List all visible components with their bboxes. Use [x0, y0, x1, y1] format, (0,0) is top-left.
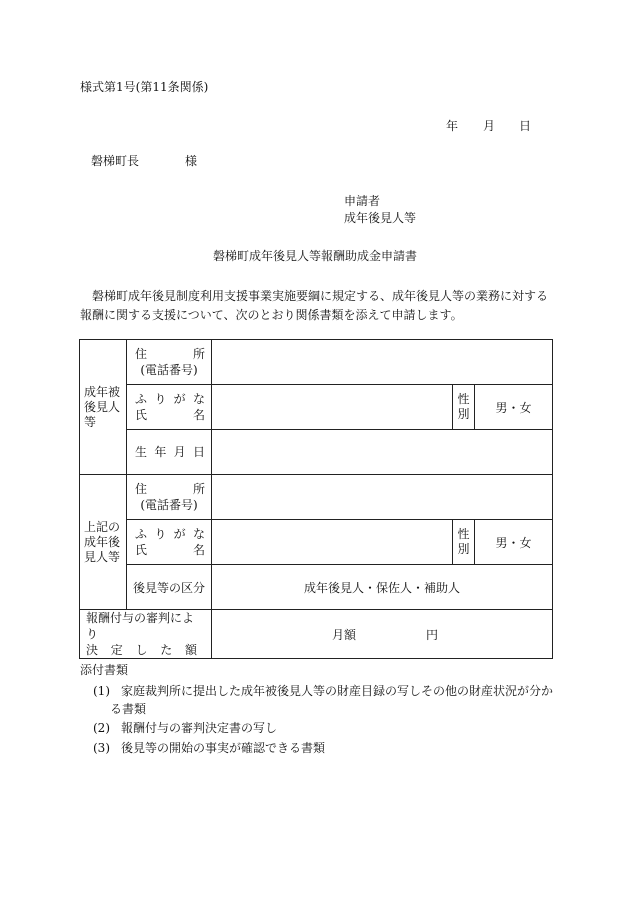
honorific: 様 — [185, 154, 198, 168]
guardian-address-field[interactable] — [212, 475, 553, 520]
date-month-label: 月 — [483, 119, 496, 133]
attachments-title: 添付書類 — [80, 663, 129, 677]
body-text: 磐梯町成年後見制度利用支援事業実施要綱に規定する、成年後見人等の業務に対する報酬に関する支援について、次のとおり関係書類を添えて申請します。 — [80, 289, 549, 322]
guardian-name-text: 氏 名 — [135, 543, 205, 557]
guardian-address-text: 住 所 — [135, 482, 205, 496]
ward-sex-options[interactable]: 男・女 — [474, 385, 552, 430]
guardian-sex-label — [452, 520, 474, 565]
guardian-furigana-text: ふ り が な — [135, 527, 205, 541]
yen-label: 円 — [426, 627, 439, 642]
ward-name-label — [127, 385, 212, 430]
category-label — [127, 565, 212, 610]
ward-name-field[interactable] — [212, 385, 453, 430]
attachment-1-number: (1) — [93, 684, 110, 698]
application-table — [79, 339, 553, 659]
attachment-3-text: 後見等の開始の事実が確認できる書類 — [121, 741, 326, 755]
ward-sex-text: 性別 — [457, 392, 470, 421]
attachment-2-number: (2) — [93, 721, 110, 735]
monthly-fee-field[interactable] — [212, 610, 553, 659]
monthly-label: 月額 — [332, 627, 357, 642]
guardian-group-label — [80, 475, 127, 610]
attachment-item-1-continuation: る書類 — [110, 702, 147, 716]
guardian-sex-text: 性別 — [457, 527, 470, 556]
ward-address-label — [127, 340, 212, 385]
applicant-role: 成年後見人等 — [344, 211, 417, 225]
ward-birth-text: 生 年 月 日 — [135, 445, 205, 459]
attachment-item-3 — [93, 740, 325, 757]
attachment-3-number: (3) — [93, 741, 110, 755]
ward-sex-label — [452, 385, 474, 430]
ward-address-field[interactable] — [212, 340, 553, 385]
document-title: 磐梯町成年後見人等報酬助成金申請書 — [212, 249, 417, 263]
guardian-sex-options[interactable]: 男・女 — [474, 520, 552, 565]
fee-label-line-1: 報酬付与の審判により — [86, 611, 195, 641]
fee-label-line-2: 決 定 し た 額 — [86, 643, 197, 657]
applicant-label: 申請者 — [344, 194, 381, 208]
guardian-address-label — [127, 475, 212, 520]
fee-label — [80, 610, 212, 659]
ward-address-text: 住 所 — [135, 347, 205, 361]
attachment-item-2 — [93, 720, 277, 737]
ward-phone-text: (電話番号) — [140, 363, 198, 377]
ward-group-label — [80, 340, 127, 475]
guardian-name-field[interactable] — [212, 520, 453, 565]
category-text: 後見等の区分 — [132, 580, 205, 595]
addressee: 磐梯町長 — [91, 154, 140, 168]
ward-birth-field[interactable] — [212, 430, 553, 475]
form-number: 様式第1号(第11条関係) — [80, 80, 209, 94]
ward-birth-label — [127, 430, 212, 475]
attachment-2-text: 報酬付与の審判決定書の写し — [121, 721, 278, 735]
category-options[interactable]: 成年後見人・保佐人・補助人 — [212, 565, 553, 610]
guardian-phone-text: (電話番号) — [140, 498, 198, 512]
date-year-label: 年 — [446, 119, 459, 133]
guardian-group-text: 上記の成年後見人等 — [84, 519, 121, 564]
ward-name-text: 氏 名 — [135, 408, 205, 422]
attachment-1-text: 家庭裁判所に提出した成年被後見人等の財産目録の写しその他の財産状況が分か — [121, 684, 554, 698]
guardian-name-label — [127, 520, 212, 565]
attachment-item-1 — [93, 683, 553, 700]
ward-furigana-text: ふ り が な — [135, 392, 205, 406]
ward-group-text: 成年被後見人等 — [84, 384, 121, 429]
date-day-label: 日 — [519, 119, 532, 133]
